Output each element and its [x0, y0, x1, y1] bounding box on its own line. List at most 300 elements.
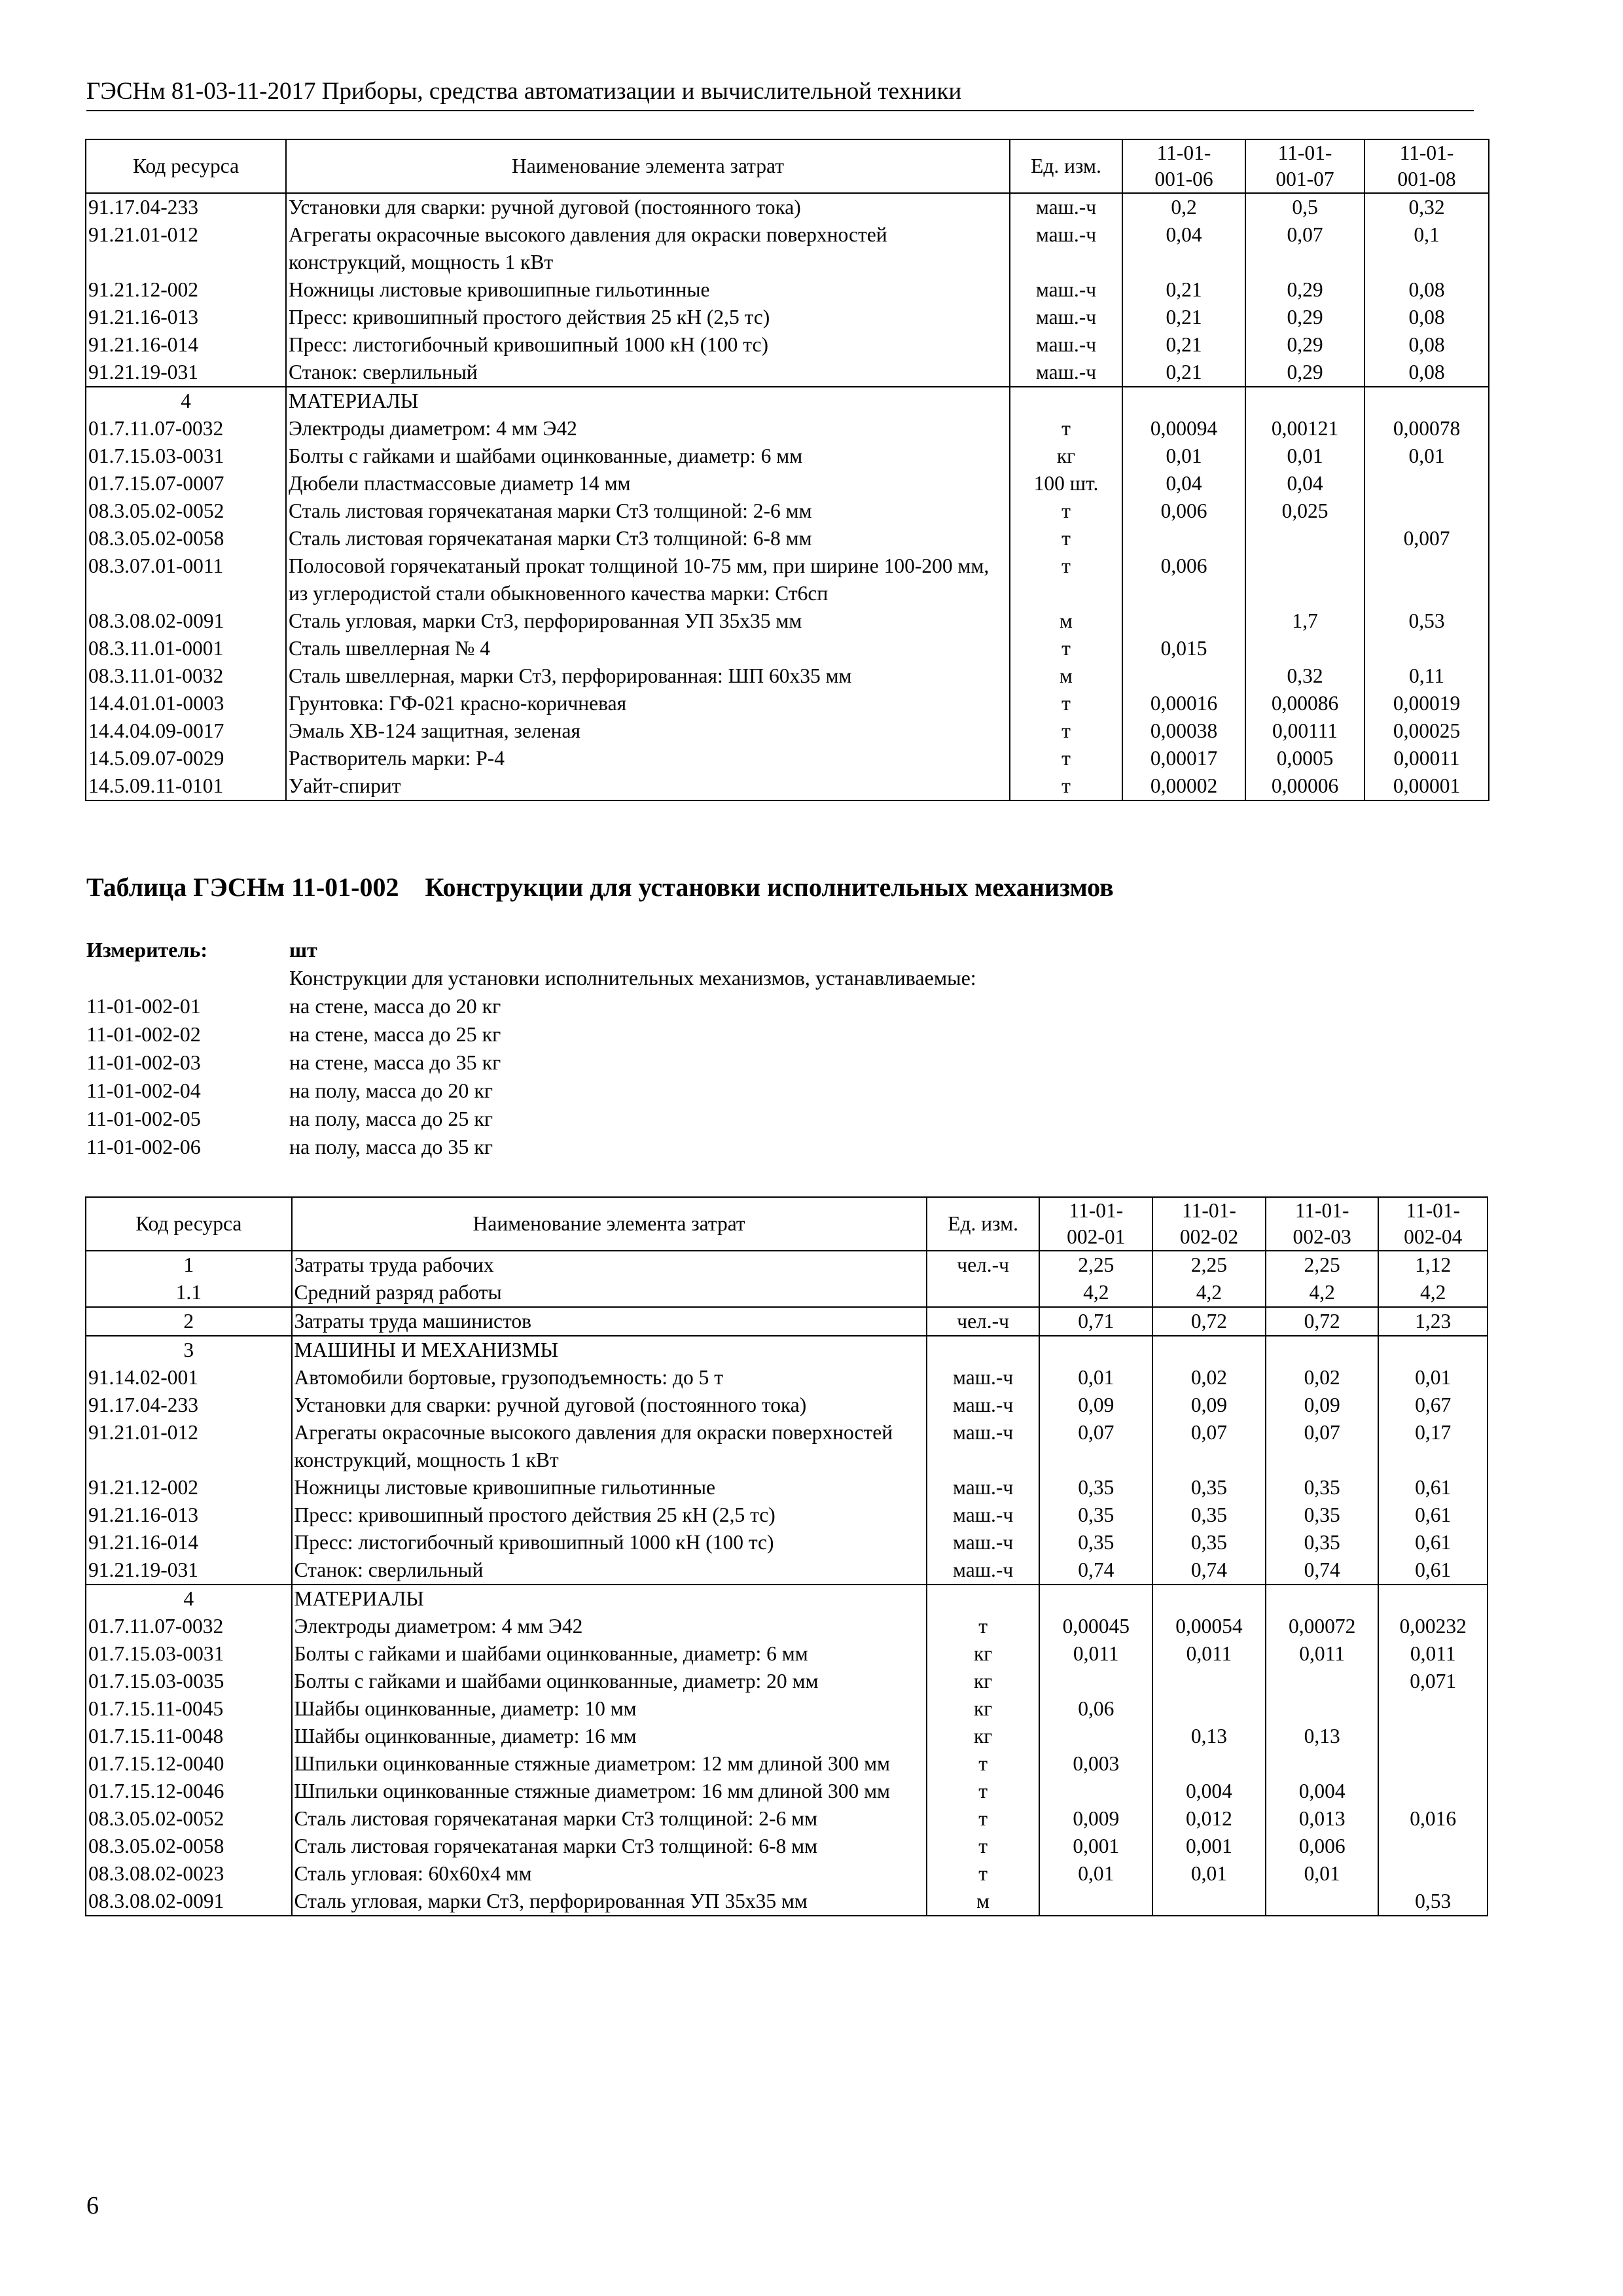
resource-code: 91.21.16-014 — [86, 1529, 292, 1556]
resource-code: 08.3.08.02-0091 — [86, 1888, 292, 1916]
resource-code: 4 — [86, 1585, 292, 1613]
resource-value: 0,61 — [1378, 1501, 1488, 1529]
column-header: Наименование элемента затрат — [286, 139, 1010, 193]
table-row — [86, 1805, 1488, 1833]
table-row — [86, 1336, 1488, 1364]
resource-value: 0,07 — [1245, 221, 1364, 276]
resource-value — [1122, 607, 1245, 635]
resource-code: 14.4.01.01-0003 — [86, 690, 286, 717]
resource-name: Пресс: кривошипный простого действия 25 кН (2,5 тс) — [286, 304, 1010, 331]
measure-item-code: 11-01-002-04 — [86, 1079, 201, 1102]
resource-value: 0,07 — [1266, 1419, 1379, 1474]
resource-value: 0,00011 — [1364, 745, 1489, 772]
resource-value: 0,015 — [1122, 635, 1245, 662]
resource-unit: маш.-ч — [927, 1474, 1040, 1501]
resource-value — [1152, 1750, 1266, 1778]
resource-unit: маш.-ч — [1010, 304, 1122, 331]
resource-value: 0,13 — [1266, 1723, 1379, 1750]
resource-value — [1152, 1336, 1266, 1364]
resource-value: 0,00232 — [1378, 1613, 1488, 1640]
resource-value: 0,35 — [1039, 1474, 1152, 1501]
resource-value: 0,53 — [1378, 1888, 1488, 1916]
resource-value: 0,025 — [1245, 497, 1364, 525]
table-row — [86, 1279, 1488, 1307]
resource-code: 91.21.16-013 — [86, 304, 286, 331]
resource-value: 0,1 — [1364, 221, 1489, 276]
table-row — [86, 415, 1489, 442]
resource-name: Шпильки оцинкованные стяжные диаметром: 16 мм длиной 300 мм — [292, 1778, 927, 1805]
table-row — [86, 1750, 1488, 1778]
measure-intro-row — [86, 964, 1461, 992]
resource-value — [1245, 525, 1364, 552]
table-row — [86, 442, 1489, 470]
resource-value: 0,35 — [1039, 1529, 1152, 1556]
resource-unit: чел.-ч — [927, 1251, 1040, 1279]
table-title: Таблица ГЭСНм 11-01-002 Конструкции для установки исполнительных механизмов — [86, 872, 1114, 902]
resource-value: 0,012 — [1152, 1805, 1266, 1833]
resource-value: 0,35 — [1266, 1529, 1379, 1556]
resource-code: 01.7.11.07-0032 — [86, 1613, 292, 1640]
resource-unit: кг — [927, 1640, 1040, 1668]
resource-value: 0,2 — [1122, 193, 1245, 221]
resource-name: Сталь листовая горячекатаная марки Ст3 толщиной: 2-6 мм — [292, 1805, 927, 1833]
resource-value: 0,01 — [1039, 1860, 1152, 1888]
resource-value: 4,2 — [1378, 1279, 1488, 1307]
resource-value: 0,00016 — [1122, 690, 1245, 717]
resource-code: 91.21.01-012 — [86, 1419, 292, 1474]
resource-value: 4,2 — [1152, 1279, 1266, 1307]
column-header: 11-01- 001-08 — [1364, 139, 1489, 193]
table-row — [86, 193, 1489, 221]
column-header: Наименование элемента затрат — [292, 1197, 927, 1251]
resource-value: 0,011 — [1152, 1640, 1266, 1668]
resource-name: Установки для сварки: ручной дуговой (постоянного тока) — [286, 193, 1010, 221]
resource-value: 0,007 — [1364, 525, 1489, 552]
table-row — [86, 1695, 1488, 1723]
resource-value: 0,08 — [1364, 331, 1489, 359]
measure-unit: шт — [289, 938, 317, 961]
resource-value: 0,29 — [1245, 331, 1364, 359]
spacer — [86, 964, 289, 992]
resource-name: Шайбы оцинкованные, диаметр: 16 мм — [292, 1723, 927, 1750]
resource-name: Сталь швеллерная № 4 — [286, 635, 1010, 662]
resource-unit: маш.-ч — [1010, 221, 1122, 276]
resource-value: 0,071 — [1378, 1668, 1488, 1695]
table-row — [86, 1723, 1488, 1750]
measure-item-code: 11-01-002-01 — [86, 994, 201, 1018]
resource-value — [1122, 525, 1245, 552]
resource-value: 0,5 — [1245, 193, 1364, 221]
resource-value — [1039, 1668, 1152, 1695]
resource-value: 0,011 — [1039, 1640, 1152, 1668]
resource-value: 2,25 — [1266, 1251, 1379, 1279]
resource-value — [1039, 1888, 1152, 1916]
table-row — [86, 1391, 1488, 1419]
resource-value — [1039, 1778, 1152, 1805]
measure-item — [86, 1105, 1461, 1133]
resource-unit: т — [1010, 497, 1122, 525]
resource-value — [1245, 552, 1364, 607]
resource-unit: кг — [927, 1695, 1040, 1723]
table-row — [86, 607, 1489, 635]
resource-code: 01.7.15.12-0046 — [86, 1778, 292, 1805]
resource-value — [1266, 1585, 1379, 1613]
resource-code: 91.17.04-233 — [86, 1391, 292, 1419]
table-row — [86, 359, 1489, 387]
resource-name: Шпильки оцинкованные стяжные диаметром: 12 мм длиной 300 мм — [292, 1750, 927, 1778]
resource-value: 0,00006 — [1245, 772, 1364, 800]
resource-value: 0,011 — [1378, 1640, 1488, 1668]
resource-value — [1039, 1585, 1152, 1613]
resource-value: 1,12 — [1378, 1251, 1488, 1279]
resource-code: 08.3.05.02-0058 — [86, 1833, 292, 1860]
measure-item — [86, 992, 1461, 1020]
resource-name: Установки для сварки: ручной дуговой (постоянного тока) — [292, 1391, 927, 1419]
resource-value: 0,00054 — [1152, 1613, 1266, 1640]
resource-value — [1378, 1585, 1488, 1613]
measure-item — [86, 1133, 1461, 1161]
resource-unit: кг — [927, 1723, 1040, 1750]
resource-value: 0,21 — [1122, 331, 1245, 359]
table-row — [86, 772, 1489, 800]
resource-name: Затраты труда машинистов — [292, 1307, 927, 1336]
resource-value: 0,013 — [1266, 1805, 1379, 1833]
column-header: Код ресурса — [86, 139, 286, 193]
resource-value: 0,29 — [1245, 276, 1364, 304]
resource-value: 0,71 — [1039, 1307, 1152, 1336]
resource-value — [1152, 1888, 1266, 1916]
resource-unit — [927, 1279, 1040, 1307]
resource-value — [1364, 552, 1489, 607]
resource-name: Дюбели пластмассовые диаметр 14 мм — [286, 470, 1010, 497]
table-row — [86, 1529, 1488, 1556]
resource-value: 0,21 — [1122, 276, 1245, 304]
resource-value: 0,00045 — [1039, 1613, 1152, 1640]
resource-unit: маш.-ч — [927, 1501, 1040, 1529]
resource-name: Болты с гайками и шайбами оцинкованные, диаметр: 20 мм — [292, 1668, 927, 1695]
table-row — [86, 1556, 1488, 1585]
resource-name: Станок: сверлильный — [292, 1556, 927, 1585]
resource-name: Ножницы листовые кривошипные гильотинные — [292, 1474, 927, 1501]
resource-value: 2,25 — [1039, 1251, 1152, 1279]
table-row — [86, 276, 1489, 304]
resource-code: 01.7.11.07-0032 — [86, 415, 286, 442]
resource-value: 0,35 — [1039, 1501, 1152, 1529]
resource-name: Эмаль ХВ-124 защитная, зеленая — [286, 717, 1010, 745]
measure-item — [86, 1077, 1461, 1105]
column-header: Код ресурса — [86, 1197, 292, 1251]
table-row — [86, 552, 1489, 607]
resource-value — [1152, 1585, 1266, 1613]
table-header-row — [86, 139, 1489, 193]
resource-unit: т — [927, 1833, 1040, 1860]
table-row — [86, 1501, 1488, 1529]
resource-code: 4 — [86, 387, 286, 415]
resource-code: 1 — [86, 1251, 292, 1279]
resource-value — [1378, 1336, 1488, 1364]
resource-value: 0,00094 — [1122, 415, 1245, 442]
resource-value: 0,00025 — [1364, 717, 1489, 745]
resource-code: 1.1 — [86, 1279, 292, 1307]
resource-value: 0,00038 — [1122, 717, 1245, 745]
resource-value: 0,01 — [1039, 1364, 1152, 1391]
resource-name: Затраты труда рабочих — [292, 1251, 927, 1279]
resource-unit — [927, 1336, 1040, 1364]
measure-item-text: на полу, масса до 35 кг — [289, 1135, 493, 1158]
resource-value — [1152, 1695, 1266, 1723]
table-row — [86, 1860, 1488, 1888]
resource-value: 0,06 — [1039, 1695, 1152, 1723]
resource-value: 0,01 — [1122, 442, 1245, 470]
resource-code: 3 — [86, 1336, 292, 1364]
resource-value: 0,003 — [1039, 1750, 1152, 1778]
table-row — [86, 470, 1489, 497]
resource-value: 0,001 — [1039, 1833, 1152, 1860]
resource-code: 91.14.02-001 — [86, 1364, 292, 1391]
resource-value — [1266, 1336, 1379, 1364]
resource-code: 08.3.05.02-0052 — [86, 497, 286, 525]
resource-value: 0,00121 — [1245, 415, 1364, 442]
resource-value — [1378, 1723, 1488, 1750]
resource-code: 91.17.04-233 — [86, 193, 286, 221]
resource-code: 01.7.15.07-0007 — [86, 470, 286, 497]
resource-code: 91.21.19-031 — [86, 1556, 292, 1585]
resource-code: 01.7.15.12-0040 — [86, 1750, 292, 1778]
resource-unit: т — [927, 1805, 1040, 1833]
resource-name: Сталь листовая горячекатаная марки Ст3 толщиной: 2-6 мм — [286, 497, 1010, 525]
resource-code: 08.3.07.01-0011 — [86, 552, 286, 607]
table-row — [86, 387, 1489, 415]
column-header: 11-01- 002-01 — [1039, 1197, 1152, 1251]
resource-name: Сталь листовая горячекатаная марки Ст3 толщиной: 6-8 мм — [286, 525, 1010, 552]
measure-item-code: 11-01-002-06 — [86, 1135, 201, 1158]
measure-item-code: 11-01-002-03 — [86, 1050, 201, 1074]
resource-value: 0,08 — [1364, 304, 1489, 331]
resource-value: 0,09 — [1266, 1391, 1379, 1419]
resource-name: Электроды диаметром: 4 мм Э42 — [292, 1613, 927, 1640]
resource-code: 14.5.09.11-0101 — [86, 772, 286, 800]
resource-code: 08.3.08.02-0091 — [86, 607, 286, 635]
resource-code: 08.3.08.02-0023 — [86, 1860, 292, 1888]
resource-code: 01.7.15.11-0045 — [86, 1695, 292, 1723]
resource-value: 0,006 — [1122, 552, 1245, 607]
resource-name: Сталь угловая: 60х60х4 мм — [292, 1860, 927, 1888]
measure-row — [86, 936, 1461, 964]
resource-name: Сталь швеллерная, марки Ст3, перфорированная: ШП 60х35 мм — [286, 662, 1010, 690]
table-row — [86, 1640, 1488, 1668]
resource-value: 0,01 — [1245, 442, 1364, 470]
resource-value — [1364, 470, 1489, 497]
resource-name: Станок: сверлильный — [286, 359, 1010, 387]
resource-value — [1266, 1668, 1379, 1695]
resource-value: 0,32 — [1364, 193, 1489, 221]
resource-unit: м — [1010, 662, 1122, 690]
resource-value — [1378, 1860, 1488, 1888]
resource-code: 91.21.19-031 — [86, 359, 286, 387]
resource-code: 14.4.04.09-0017 — [86, 717, 286, 745]
resource-value — [1364, 387, 1489, 415]
table-row — [86, 1833, 1488, 1860]
resource-unit: т — [927, 1778, 1040, 1805]
measure-item-text: на полу, масса до 20 кг — [289, 1079, 493, 1102]
column-header: 11-01- 002-03 — [1266, 1197, 1379, 1251]
resource-unit: т — [1010, 525, 1122, 552]
resource-value: 0,00002 — [1122, 772, 1245, 800]
resource-name: Уайт-спирит — [286, 772, 1010, 800]
resource-value: 0,09 — [1039, 1391, 1152, 1419]
resource-name: Агрегаты окрасочные высокого давления для окраски поверхностей конструкций, мощность 1 кВт — [292, 1419, 927, 1474]
resource-unit: маш.-ч — [927, 1556, 1040, 1585]
resource-name: Растворитель марки: Р-4 — [286, 745, 1010, 772]
column-header: Ед. изм. — [927, 1197, 1040, 1251]
resource-value: 0,02 — [1152, 1364, 1266, 1391]
resource-value — [1245, 635, 1364, 662]
resource-value: 0,61 — [1378, 1529, 1488, 1556]
resource-unit: т — [1010, 772, 1122, 800]
resource-value: 0,0005 — [1245, 745, 1364, 772]
resource-value: 0,11 — [1364, 662, 1489, 690]
resource-value: 0,08 — [1364, 276, 1489, 304]
resource-value: 0,016 — [1378, 1805, 1488, 1833]
resource-value: 0,07 — [1039, 1419, 1152, 1474]
resource-name: Сталь угловая, марки Ст3, перфорированная УП 35х35 мм — [286, 607, 1010, 635]
measure-block — [86, 936, 1461, 1161]
table-row — [86, 662, 1489, 690]
resource-name: Болты с гайками и шайбами оцинкованные, диаметр: 6 мм — [286, 442, 1010, 470]
resource-value: 0,01 — [1378, 1364, 1488, 1391]
resource-value — [1364, 635, 1489, 662]
resource-unit — [927, 1585, 1040, 1613]
resource-value — [1266, 1695, 1379, 1723]
column-header: 11-01- 002-02 — [1152, 1197, 1266, 1251]
resource-value: 0,29 — [1245, 359, 1364, 387]
resource-unit — [1010, 387, 1122, 415]
resource-value: 0,72 — [1152, 1307, 1266, 1336]
resource-value: 0,35 — [1152, 1529, 1266, 1556]
resource-value: 1,23 — [1378, 1307, 1488, 1336]
resource-value: 0,53 — [1364, 607, 1489, 635]
table-row — [86, 1419, 1488, 1474]
resource-unit: маш.-ч — [1010, 331, 1122, 359]
resource-value: 0,01 — [1266, 1860, 1379, 1888]
measure-item-text: на стене, масса до 20 кг — [289, 994, 501, 1018]
resource-unit: кг — [1010, 442, 1122, 470]
resource-value: 0,32 — [1245, 662, 1364, 690]
column-header: Ед. изм. — [1010, 139, 1122, 193]
measure-items — [86, 992, 1461, 1161]
resource-code: 91.21.16-013 — [86, 1501, 292, 1529]
resource-value: 0,29 — [1245, 304, 1364, 331]
measure-item-code: 11-01-002-05 — [86, 1107, 201, 1130]
resource-value: 0,04 — [1245, 470, 1364, 497]
resource-code: 14.5.09.07-0029 — [86, 745, 286, 772]
resource-name: Агрегаты окрасочные высокого давления для окраски поверхностей конструкций, мощность 1 кВт — [286, 221, 1010, 276]
measure-item — [86, 1049, 1461, 1077]
resource-code: 01.7.15.11-0048 — [86, 1723, 292, 1750]
resource-value: 0,04 — [1122, 221, 1245, 276]
resource-unit: маш.-ч — [927, 1419, 1040, 1474]
table-row — [86, 1613, 1488, 1640]
resource-value: 0,17 — [1378, 1419, 1488, 1474]
resource-unit: м — [927, 1888, 1040, 1916]
resource-value: 0,009 — [1039, 1805, 1152, 1833]
resource-value: 0,35 — [1266, 1501, 1379, 1529]
resource-name: Сталь листовая горячекатаная марки Ст3 толщиной: 6-8 мм — [292, 1833, 927, 1860]
resource-value: 0,07 — [1152, 1419, 1266, 1474]
resource-name: Пресс: листогибочный кривошипный 1000 кН (100 тс) — [292, 1529, 927, 1556]
running-header: ГЭСНм 81-03-11-2017 Приборы, средства автоматизации и вычислительной техники — [86, 77, 1474, 111]
resource-unit: маш.-ч — [1010, 276, 1122, 304]
measure-item-text: на стене, масса до 35 кг — [289, 1050, 501, 1074]
resource-value: 2,25 — [1152, 1251, 1266, 1279]
column-header: 11-01- 001-06 — [1122, 139, 1245, 193]
resource-unit: 100 шт. — [1010, 470, 1122, 497]
resource-value: 0,08 — [1364, 359, 1489, 387]
resource-code: 08.3.11.01-0032 — [86, 662, 286, 690]
resource-unit: маш.-ч — [1010, 193, 1122, 221]
measure-label: Измеритель: — [86, 938, 207, 961]
resource-value: 0,61 — [1378, 1556, 1488, 1585]
resource-code: 08.3.05.02-0052 — [86, 1805, 292, 1833]
resource-code: 08.3.11.01-0001 — [86, 635, 286, 662]
table-row — [86, 1778, 1488, 1805]
resource-value — [1122, 387, 1245, 415]
column-header: 11-01- 001-07 — [1245, 139, 1364, 193]
resource-name: Пресс: листогибочный кривошипный 1000 кН (100 тс) — [286, 331, 1010, 359]
table-row — [86, 1307, 1488, 1336]
resource-value: 0,00001 — [1364, 772, 1489, 800]
resource-value — [1122, 662, 1245, 690]
resource-unit: т — [1010, 635, 1122, 662]
resource-unit: т — [1010, 415, 1122, 442]
resource-name: Электроды диаметром: 4 мм Э42 — [286, 415, 1010, 442]
table-row — [86, 1888, 1488, 1916]
table-row — [86, 525, 1489, 552]
measure-item-text: на стене, масса до 25 кг — [289, 1022, 501, 1046]
column-header: 11-01- 002-04 — [1378, 1197, 1488, 1251]
resource-value: 0,74 — [1152, 1556, 1266, 1585]
resource-unit: м — [1010, 607, 1122, 635]
resource-code: 01.7.15.03-0031 — [86, 1640, 292, 1668]
resource-value: 0,004 — [1152, 1778, 1266, 1805]
page-number: 6 — [86, 2192, 99, 2219]
resource-name: Автомобили бортовые, грузоподъемность: до 5 т — [292, 1364, 927, 1391]
resource-value: 0,01 — [1152, 1860, 1266, 1888]
measure-item — [86, 1020, 1461, 1049]
resource-value: 0,21 — [1122, 359, 1245, 387]
resource-value: 1,7 — [1245, 607, 1364, 635]
resource-value: 0,13 — [1152, 1723, 1266, 1750]
measure-item-text: на полу, масса до 25 кг — [289, 1107, 493, 1130]
resource-unit: чел.-ч — [927, 1307, 1040, 1336]
resource-name: Средний разряд работы — [292, 1279, 927, 1307]
resource-value: 0,004 — [1266, 1778, 1379, 1805]
resource-value — [1364, 497, 1489, 525]
resource-unit: маш.-ч — [1010, 359, 1122, 387]
resource-code: 2 — [86, 1307, 292, 1336]
resource-value: 4,2 — [1039, 1279, 1152, 1307]
resource-value — [1245, 387, 1364, 415]
resource-name: МАШИНЫ И МЕХАНИЗМЫ — [292, 1336, 927, 1364]
resource-name: Грунтовка: ГФ-021 красно-коричневая — [286, 690, 1010, 717]
resource-value: 0,21 — [1122, 304, 1245, 331]
resource-unit: т — [1010, 552, 1122, 607]
resource-code: 01.7.15.03-0035 — [86, 1668, 292, 1695]
table-row — [86, 690, 1489, 717]
resource-value: 0,00019 — [1364, 690, 1489, 717]
table-header-row — [86, 1197, 1488, 1251]
resource-value — [1152, 1668, 1266, 1695]
